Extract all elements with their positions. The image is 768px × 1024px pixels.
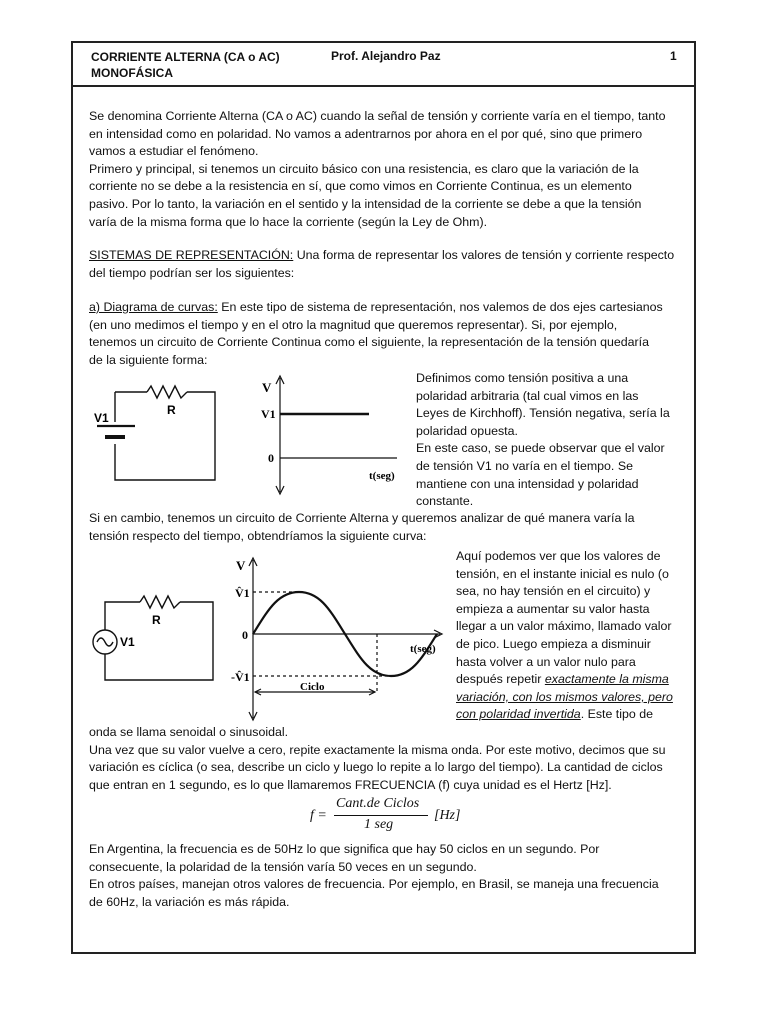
text-line: En Argentina, la frecuencia es de 50Hz lo que significa que hay 50 ciclos en un segundo. Por [89, 842, 600, 856]
text-line: En este tipo de sistema de representación, nos valemos de dos ejes cartesianos [217, 300, 663, 314]
dc-level-label: V1 [261, 407, 276, 421]
diagrama-heading: a) Diagrama de curvas: [89, 300, 218, 314]
text-line: vamos a estudiar el fenómeno. [89, 144, 259, 159]
dc-axis-t-label: t(seg) [369, 470, 395, 482]
text-line: consecuente, la polaridad de la tensión varía 50 veces en un segundo. [89, 859, 477, 874]
ac-resistor-label: R [152, 613, 161, 627]
ac-intro [89, 510, 634, 545]
text-line: en intensidad como en polaridad. No vamos a adentrarnos por ahora en el por qué, sino que primero [89, 126, 643, 141]
text-line: de pico. Luego empieza a disminuir [456, 636, 651, 651]
formula-lhs: f = [310, 808, 327, 823]
text-line: (en uno medimos el tiempo y en el otro la magnitud que queremos representar). Si, por ejemplo, [89, 317, 618, 332]
page-header [73, 43, 694, 87]
ac-neg-peak-label: -V̂1 [231, 670, 250, 684]
emphasis-text: variación, con los mismos valores, pero [456, 689, 673, 704]
text-line: del tiempo podrían ser los siguientes: [89, 265, 295, 280]
text-line: En este caso, se puede observar que el valor [416, 441, 665, 456]
dc-description [416, 370, 670, 511]
text-line: llegar a un valor máximo, llamado valor [456, 619, 672, 634]
text-line: Si en cambio, tenemos un circuito de Corriente Alterna y queremos analizar de qué manera varía la [89, 511, 635, 525]
text-line: de tensión V1 no varía en el tiempo. Se [416, 458, 633, 473]
ac-axis-v-label: V [236, 558, 246, 573]
dc-zero-label: 0 [268, 451, 274, 465]
emphasis-text: con polaridad invertida [456, 707, 581, 722]
text-line: hasta volver a un valor nulo para [456, 654, 636, 669]
text-line: Una vez que su valor vuelve a cero, repite exactamente la misma onda. Por este motivo, decimos que su [89, 742, 666, 757]
text-line: varía de la misma forma que lo hace la corriente (según la Ley de Ohm). [89, 214, 488, 229]
ac-graph [249, 558, 442, 720]
text-line: Se denomina Corriente Alterna (CA o AC) cuando la señal de tensión y corriente varía en el tiempo, tanto [89, 109, 666, 123]
ac-axis-t-label: t(seg) [410, 643, 436, 655]
ac-zero-label: 0 [242, 628, 248, 642]
text-line: Primero y principal, si tenemos un circuito básico con una resistencia, es claro que la variación de la [89, 161, 639, 176]
text-line: Una forma de representar los valores de tensión y corriente respecto [293, 248, 675, 262]
ac-peak-label: V̂1 [235, 586, 250, 600]
text-line: . Este tipo de [580, 707, 654, 722]
dc-source-label: V1 [94, 411, 109, 425]
dc-circuit [97, 386, 215, 480]
ac-figure [85, 550, 450, 725]
text-line: Definimos como tensión positiva a una [416, 371, 629, 385]
document-title [91, 49, 280, 81]
page-number: 1 [670, 49, 677, 63]
text-line: sea, no hay tensión en el circuito) y [456, 584, 651, 599]
formula-unit: [Hz] [434, 808, 461, 823]
fraction-bar [334, 815, 428, 816]
text-line: En otros países, manejan otros valores de frecuencia. Por ejemplo, en Brasil, se maneja una frecuencia [89, 877, 659, 892]
text-line: polaridad arbitraria (tal cual vimos en las [416, 388, 639, 403]
text-line: tensión, en el instante inicial es nulo (o [456, 566, 669, 581]
text-line: que entran en 1 segundo, es lo que llamaremos FRECUENCIA (f) cuya unidad es el Hertz [Hz]. [89, 777, 612, 792]
intro-paragraph-1 [89, 108, 666, 231]
resistor-zigzag [140, 596, 180, 608]
text-line: mantiene con una intensidad y polaridad [416, 476, 639, 491]
text-line: Leyes de Kirchhoff). Tensión negativa, sería la [416, 406, 670, 421]
formula-denominator: 1 seg [364, 817, 394, 832]
text-line: corriente no se debe a la resistencia en sí, que como vimos en Corriente Continua, es un elemento [89, 179, 632, 194]
text-line: Aquí podemos ver que los valores de [456, 549, 661, 563]
author: Prof. Alejandro Paz [331, 49, 441, 63]
text-line: después repetir [456, 672, 545, 687]
text-line: polaridad opuesta. [416, 423, 518, 438]
resistor-zigzag [147, 386, 187, 398]
text-line: pasivo. Por lo tanto, la variación en el sentido y la intensidad de la corriente se debe a que la tensión [89, 196, 642, 211]
title-line-1: CORRIENTE ALTERNA (CA o AC) [91, 50, 280, 64]
dc-figure [85, 370, 405, 500]
text-line: constante. [416, 494, 474, 509]
text-line: tensión respecto del tiempo, obtendríamos la siguiente curva: [89, 528, 427, 543]
dc-resistor-label: R [167, 403, 176, 417]
formula-numerator: Cant.de Ciclos [336, 796, 420, 811]
text-line: de 60Hz, la variación es más rápida. [89, 894, 290, 909]
frequency-paragraph [89, 724, 665, 794]
dc-axis-v-label: V [262, 380, 272, 395]
title-line-2: MONOFÁSICA [91, 66, 173, 80]
sistemas-paragraph [89, 247, 674, 282]
diagrama-paragraph [89, 299, 663, 369]
ac-cycle-label: Ciclo [300, 681, 325, 693]
text-line: onda se llama senoidal o sinusoidal. [89, 725, 289, 739]
ac-source-label: V1 [120, 635, 135, 649]
text-line: variación es cíclica (o sea, describe un ciclo y luego lo repite a lo largo del tiempo). La cantidad de ciclos [89, 760, 663, 775]
sistemas-heading: SISTEMAS DE REPRESENTACIÓN: [89, 248, 294, 262]
closing-paragraph [89, 841, 659, 911]
text-line: de la siguiente forma: [89, 352, 208, 367]
emphasis-text: exactamente la misma [544, 672, 669, 687]
ac-circuit [93, 596, 213, 680]
ac-description [456, 548, 673, 724]
text-line: tenemos un circuito de Corriente Continua como el siguiente, la representación de la tensión quedaría [89, 335, 649, 350]
text-line: empieza a aumentar su valor hasta [456, 601, 650, 616]
